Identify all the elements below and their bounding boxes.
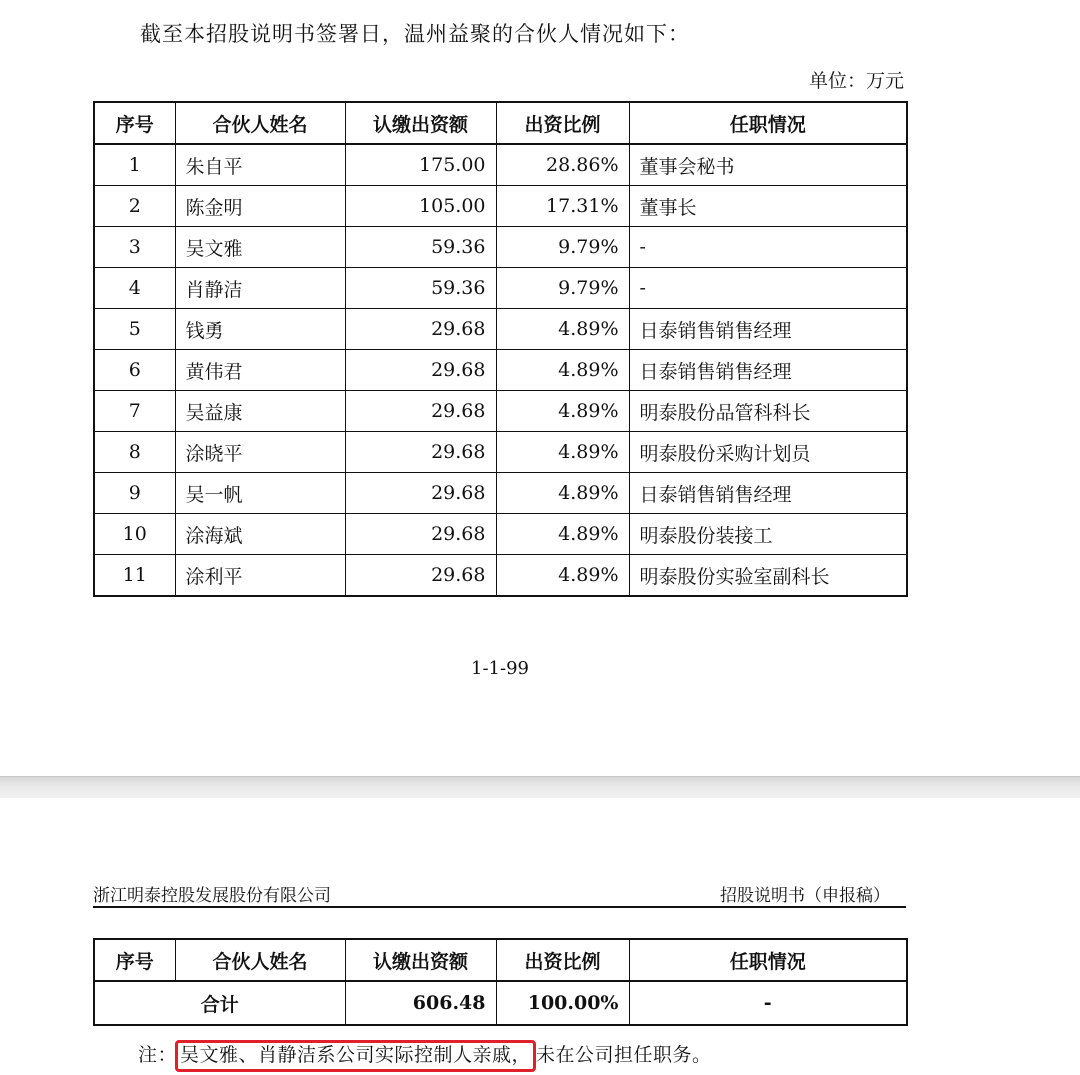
table-row [94, 186, 907, 227]
header-role: 任职情况 [629, 939, 907, 981]
row-role: - [629, 227, 907, 268]
table-header-row [94, 102, 907, 144]
row-name: 朱自平 [175, 144, 345, 186]
intro-paragraph: 截至本招股说明书签署日，温州益聚的合伙人情况如下： [140, 22, 690, 46]
row-role: 日泰销售销售经理 [629, 309, 907, 350]
total-ratio: 100.00% [496, 981, 629, 1025]
row-no: 10 [94, 514, 175, 555]
row-no: 6 [94, 350, 175, 391]
partners-table-continued [93, 938, 908, 1026]
partners-table [93, 101, 908, 597]
row-amount: 175.00 [345, 144, 496, 186]
row-name: 吴益康 [175, 391, 345, 432]
table-header-row [94, 939, 907, 981]
row-amount: 29.68 [345, 391, 496, 432]
row-no: 9 [94, 473, 175, 514]
table-row [94, 268, 907, 309]
table-row [94, 391, 907, 432]
row-name: 涂利平 [175, 555, 345, 597]
document-type-header: 招股说明书（申报稿） [720, 886, 890, 906]
row-role: - [629, 268, 907, 309]
row-name: 吴文雅 [175, 227, 345, 268]
table-row [94, 227, 907, 268]
table-row [94, 432, 907, 473]
total-row [94, 981, 907, 1025]
page-number: 1-1-99 [471, 658, 529, 679]
page-separator [0, 776, 1080, 800]
company-header: 浙江明泰控股发展股份有限公司 [93, 886, 331, 906]
note-rest: 未在公司担任职务。 [536, 1044, 712, 1066]
row-name: 肖静洁 [175, 268, 345, 309]
row-no: 7 [94, 391, 175, 432]
row-amount: 29.68 [345, 309, 496, 350]
header-amount: 认缴出资额 [345, 939, 496, 981]
partners-table-body [94, 144, 907, 596]
row-name: 陈金明 [175, 186, 345, 227]
row-no: 11 [94, 555, 175, 597]
row-amount: 105.00 [345, 186, 496, 227]
row-amount: 29.68 [345, 350, 496, 391]
header-ratio: 出资比例 [496, 102, 629, 144]
row-name: 吴一帆 [175, 473, 345, 514]
row-name: 黄伟君 [175, 350, 345, 391]
row-ratio: 4.89% [496, 473, 629, 514]
row-ratio: 9.79% [496, 227, 629, 268]
row-role: 日泰销售销售经理 [629, 473, 907, 514]
row-no: 4 [94, 268, 175, 309]
table-row [94, 555, 907, 597]
row-ratio: 4.89% [496, 432, 629, 473]
header-role: 任职情况 [629, 102, 907, 144]
table-row [94, 473, 907, 514]
row-role: 明泰股份品管科科长 [629, 391, 907, 432]
total-role: - [629, 981, 907, 1025]
header-amount: 认缴出资额 [345, 102, 496, 144]
total-label: 合计 [94, 981, 345, 1025]
row-ratio: 4.89% [496, 555, 629, 597]
table-row [94, 144, 907, 186]
row-ratio: 4.89% [496, 350, 629, 391]
row-no: 3 [94, 227, 175, 268]
row-role: 明泰股份采购计划员 [629, 432, 907, 473]
row-name: 钱勇 [175, 309, 345, 350]
unit-label: 单位：万元 [808, 70, 904, 92]
row-ratio: 17.31% [496, 186, 629, 227]
header-ratio: 出资比例 [496, 939, 629, 981]
row-no: 1 [94, 144, 175, 186]
row-role: 明泰股份装接工 [629, 514, 907, 555]
header-no: 序号 [94, 102, 175, 144]
header-rule [93, 906, 906, 908]
row-amount: 29.68 [345, 473, 496, 514]
row-amount: 59.36 [345, 227, 496, 268]
row-no: 5 [94, 309, 175, 350]
header-no: 序号 [94, 939, 175, 981]
row-name: 涂海斌 [175, 514, 345, 555]
table-row [94, 309, 907, 350]
row-ratio: 4.89% [496, 309, 629, 350]
note-prefix: 注： [138, 1044, 178, 1066]
table-row [94, 350, 907, 391]
row-role: 董事长 [629, 186, 907, 227]
header-name: 合伙人姓名 [175, 939, 345, 981]
document-page-2 [0, 798, 1080, 1075]
note-highlight-box: 吴文雅、肖静洁系公司实际控制人亲戚， [175, 1040, 536, 1072]
row-amount: 59.36 [345, 268, 496, 309]
row-amount: 29.68 [345, 514, 496, 555]
row-ratio: 4.89% [496, 391, 629, 432]
row-ratio: 28.86% [496, 144, 629, 186]
footnote [138, 1040, 712, 1067]
header-name: 合伙人姓名 [175, 102, 345, 144]
row-role: 日泰销售销售经理 [629, 350, 907, 391]
row-ratio: 4.89% [496, 514, 629, 555]
table-row [94, 514, 907, 555]
row-amount: 29.68 [345, 432, 496, 473]
row-no: 8 [94, 432, 175, 473]
row-name: 涂晓平 [175, 432, 345, 473]
row-role: 董事会秘书 [629, 144, 907, 186]
row-amount: 29.68 [345, 555, 496, 597]
row-role: 明泰股份实验室副科长 [629, 555, 907, 597]
row-no: 2 [94, 186, 175, 227]
row-ratio: 9.79% [496, 268, 629, 309]
total-amount: 606.48 [345, 981, 496, 1025]
